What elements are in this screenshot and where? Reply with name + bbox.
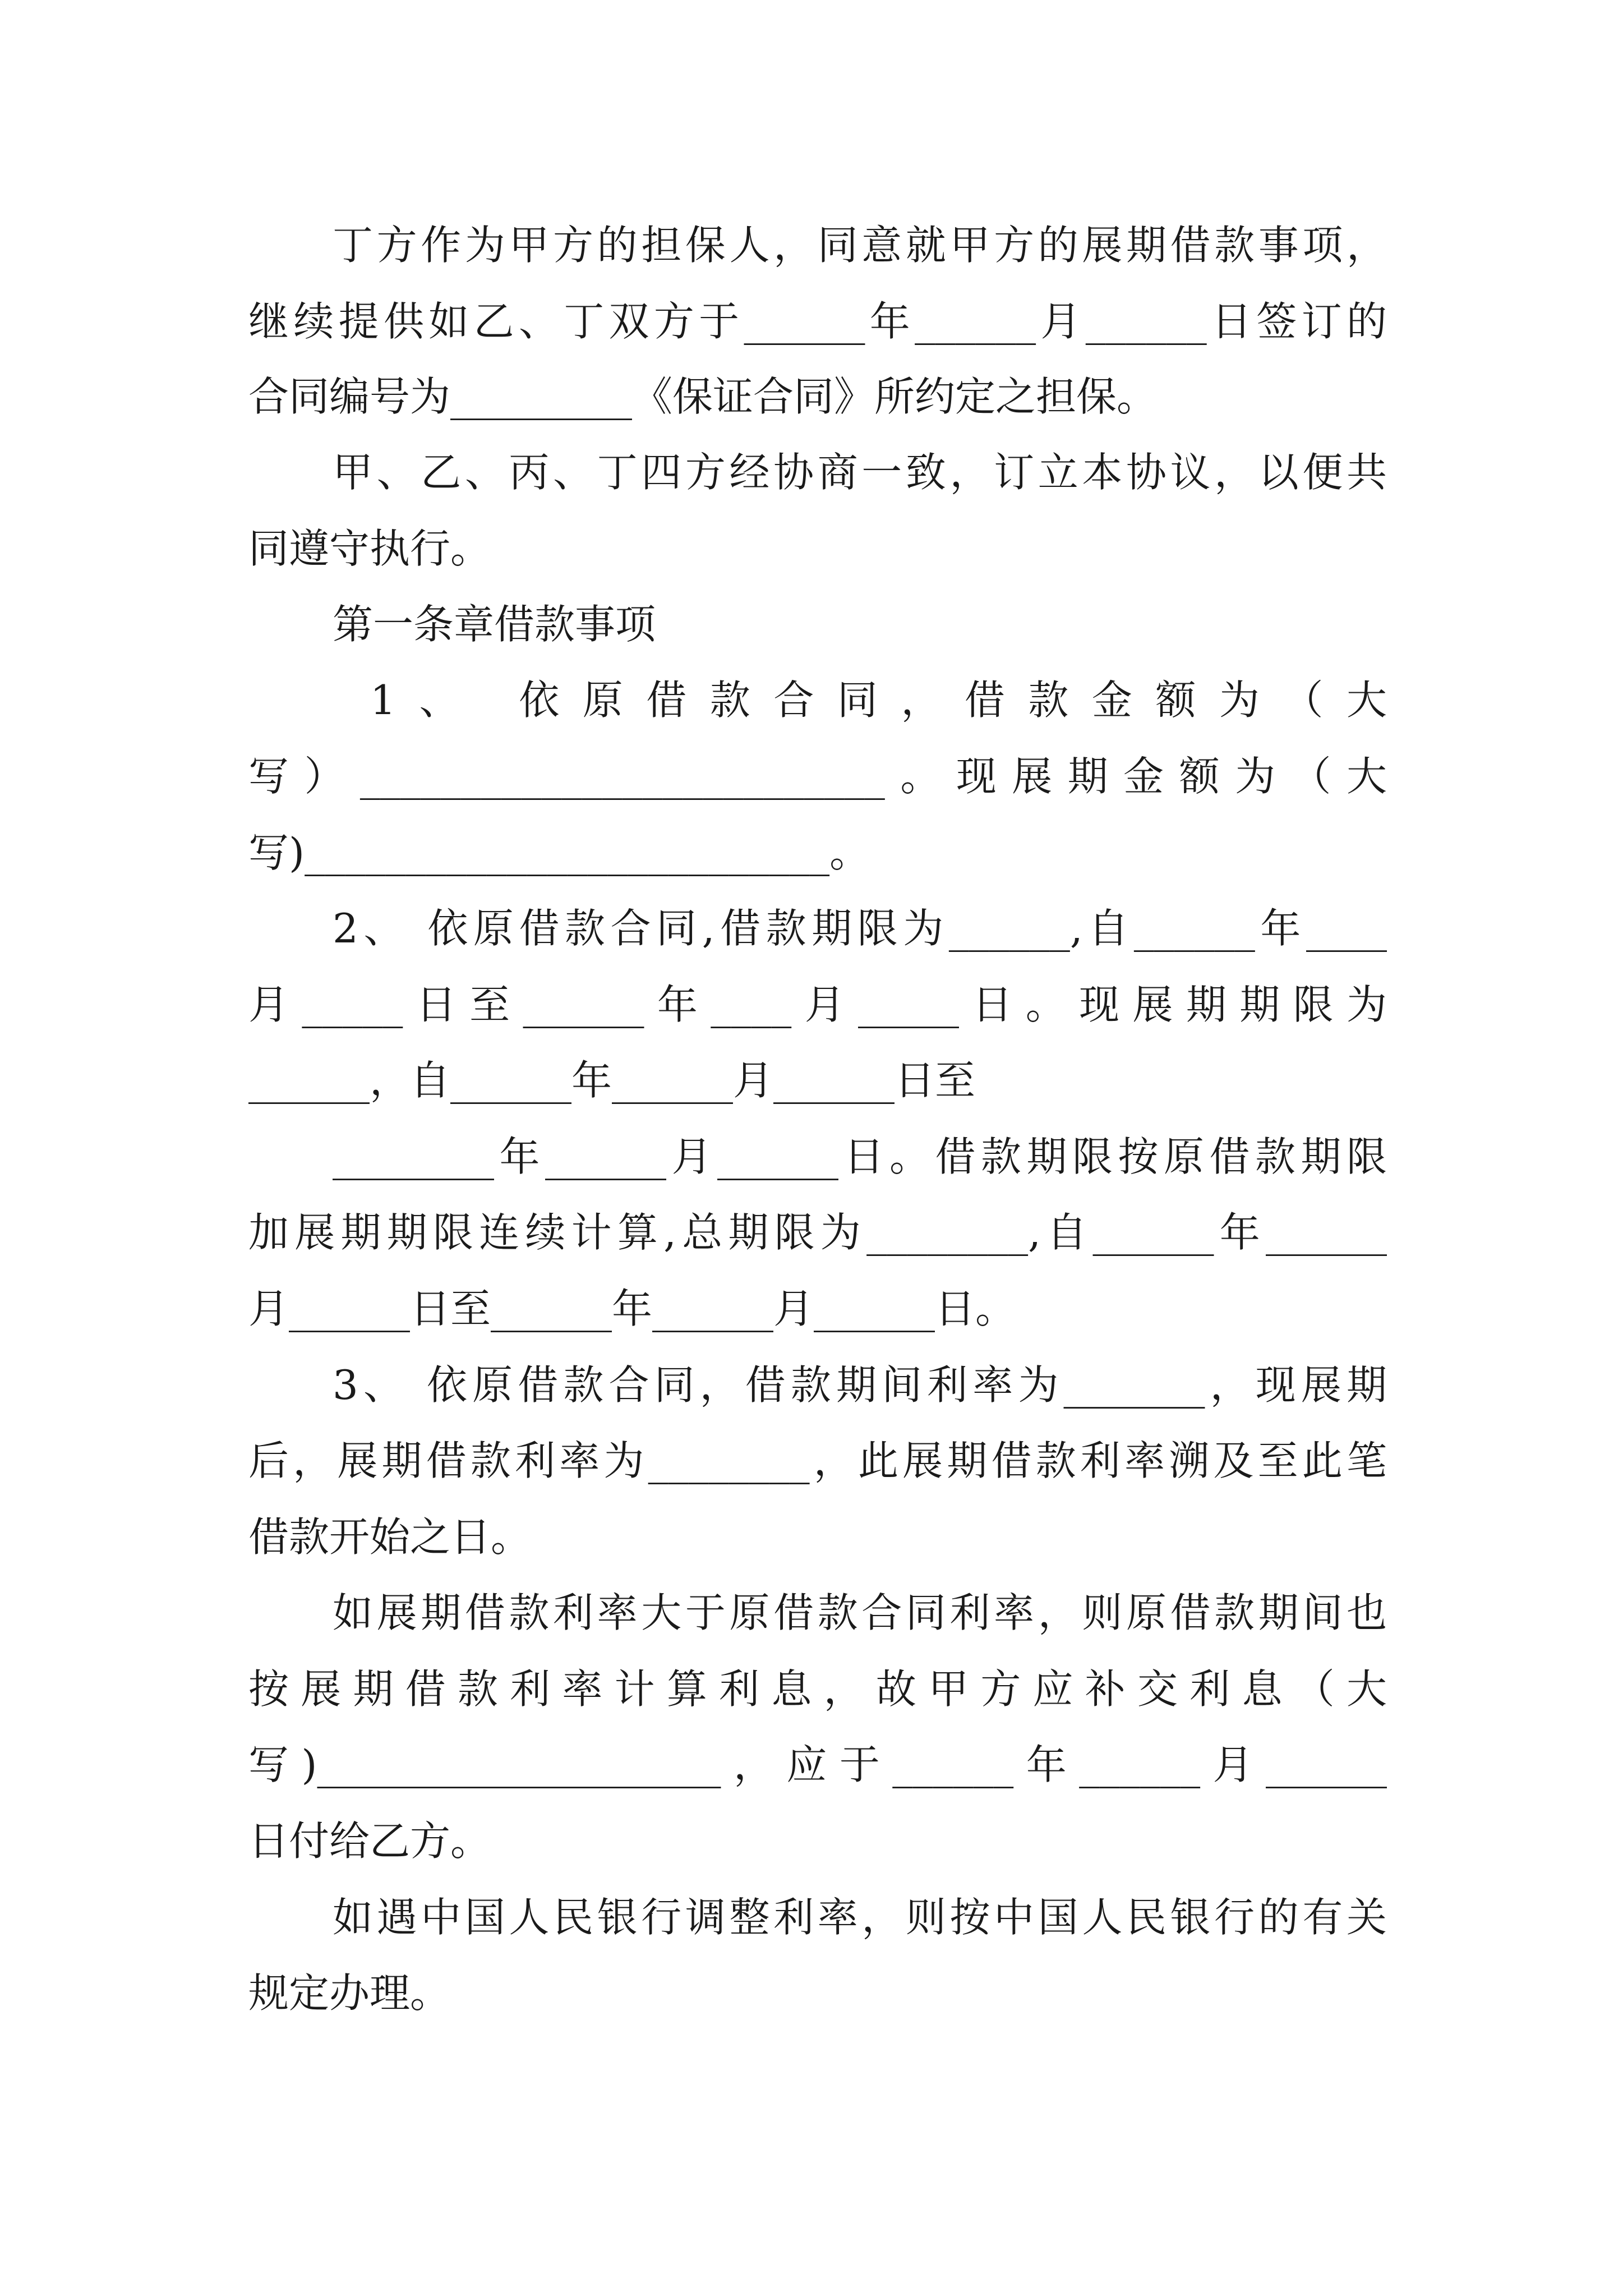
- paragraph-line: 日付给乙方。: [248, 1818, 491, 1865]
- paragraph-line: 继续提供如乙、丁双方于______年______月______日签订的: [248, 298, 1387, 345]
- paragraph-line: 合同编号为_________《保证合同》所约定之担保。: [248, 373, 1158, 420]
- paragraph-line: 按展期借款利率计算利息，故甲方应补交利息（大: [248, 1665, 1387, 1713]
- paragraph-line: 丁方作为甲方的担保人，同意就甲方的展期借款事项，: [333, 222, 1387, 269]
- paragraph-line: 如遇中国人民银行调整利率，则按中国人民银行的有关: [333, 1894, 1387, 1941]
- paragraph-line: 规定办理。: [248, 1970, 451, 2017]
- paragraph-line: 借款开始之日。: [248, 1513, 532, 1561]
- paragraph-line: ______，自______年______月______日至: [248, 1057, 976, 1104]
- paragraph-line: 月______日至______年______月______日。: [248, 1285, 1016, 1332]
- paragraph-line: 月_____日至______年____月_____日。现展期期限为: [248, 981, 1387, 1028]
- paragraph-line: 甲、乙、丙、丁四方经协商一致，订立本协议，以便共: [333, 449, 1387, 496]
- paragraph-line: 写)__________________________。: [248, 829, 870, 876]
- paragraph-line: 1、 依原借款合同，借款金额为（大: [370, 677, 1387, 724]
- paragraph-line: 后，展期借款利率为________，此展期借款利率溯及至此笔: [248, 1437, 1387, 1484]
- section-heading: 第一条章借款事项: [333, 601, 656, 648]
- paragraph-line: 如展期借款利率大于原借款合同利率，则原借款期间也: [333, 1589, 1387, 1636]
- paragraph-line: 写）__________________________。现展期金额为（大: [248, 753, 1387, 800]
- paragraph-line: 加展期期限连续计算,总期限为________,自______年______: [248, 1209, 1387, 1256]
- paragraph-line: 同遵守执行。: [248, 525, 491, 572]
- paragraph-line: 2、 依原借款合同,借款期限为______,自______年____: [333, 905, 1387, 952]
- paragraph-line: 3、 依原借款合同，借款期间利率为_______，现展期: [333, 1361, 1387, 1409]
- paragraph-line: 写)____________________，应于______年______月______: [248, 1741, 1387, 1788]
- paragraph-line: ________年______月______日。借款期限按原借款期限: [333, 1133, 1387, 1180]
